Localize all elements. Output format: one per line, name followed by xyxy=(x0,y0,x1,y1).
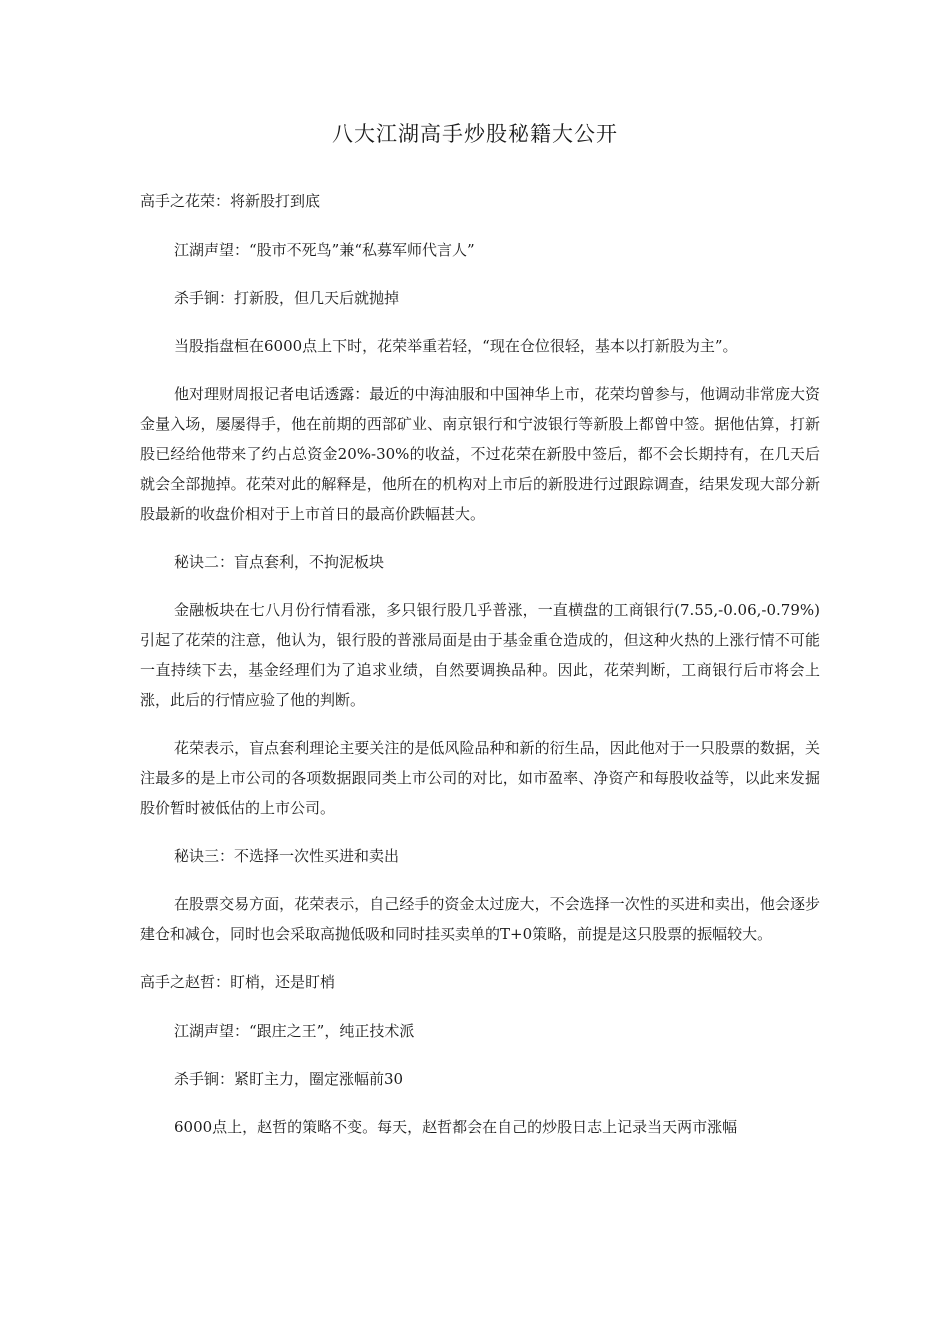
paragraph: 杀手锏：打新股，但几天后就抛掉 xyxy=(174,289,400,307)
section-heading-zhaozhe: 高手之赵哲：盯梢，还是盯梢 xyxy=(140,973,336,991)
paragraph: 江湖声望：“跟庄之王”，纯正技术派 xyxy=(174,1022,415,1040)
section-heading-huarong: 高手之花荣：将新股打到底 xyxy=(140,192,321,210)
paragraph: 江湖声望：“股市不死鸟”兼“私募军师代言人” xyxy=(174,241,475,259)
paragraph: 杀手锏：紧盯主力，圈定涨幅前30 xyxy=(174,1070,404,1088)
document-title: 八大江湖高手炒股秘籍大公开 xyxy=(332,122,618,146)
paragraph: 在股票交易方面，花荣表示，自己经手的资金太过庞大，不会选择一次性的买进和卖出，他会逐步建仓和减仓，同时也会采取高抛低吸和同时挂买卖单的T+0策略，前提是这只股票的振幅较大。 xyxy=(140,895,820,943)
document-body xyxy=(140,186,820,1160)
paragraph: 秘诀二：盲点套利，不拘泥板块 xyxy=(174,553,385,571)
paragraph: 6000点上，赵哲的策略不变。每天，赵哲都会在自己的炒股日志上记录当天两市涨幅 xyxy=(174,1118,738,1136)
paragraph: 金融板块在七八月份行情看涨，多只银行股几乎普涨，一直横盘的工商银行(7.55,-0.06,-0.79%)引起了花荣的注意，他认为，银行股的普涨局面是由于基金重仓造成的，但这种火热的上涨行情不可能一直持续下去，基金经理们为了追求业绩，自然要调换品种。因此，花荣判断，工商银行后市将会上涨，此后的行情应验了他的判断。 xyxy=(140,601,820,709)
paragraph: 花荣表示，盲点套利理论主要关注的是低风险品种和新的衍生品，因此他对于一只股票的数据，关注最多的是上市公司的各项数据跟同类上市公司的对比，如市盈率、净资产和每股收益等，以此来发掘股价暂时被低估的上市公司。 xyxy=(140,739,820,817)
paragraph: 秘诀三：不选择一次性买进和卖出 xyxy=(174,847,400,865)
paragraph: 他对理财周报记者电话透露：最近的中海油服和中国神华上市，花荣均曾参与，他调动非常庞大资金量入场，屡屡得手，他在前期的西部矿业、南京银行和宁波银行等新股上都曾中签。据他估算，打新股已经给他带来了约占总资金20%-30%的收益，不过花荣在新股中签后，都不会长期持有，在几天后就会全部抛掉。花荣对此的解释是，他所在的机构对上市后的新股进行过跟踪调查，结果发现大部分新股最新的收盘价相对于上市首日的最高价跌幅甚大。 xyxy=(140,385,820,523)
paragraph: 当股指盘桓在6000点上下时，花荣举重若轻，“现在仓位很轻，基本以打新股为主”。 xyxy=(174,337,738,355)
